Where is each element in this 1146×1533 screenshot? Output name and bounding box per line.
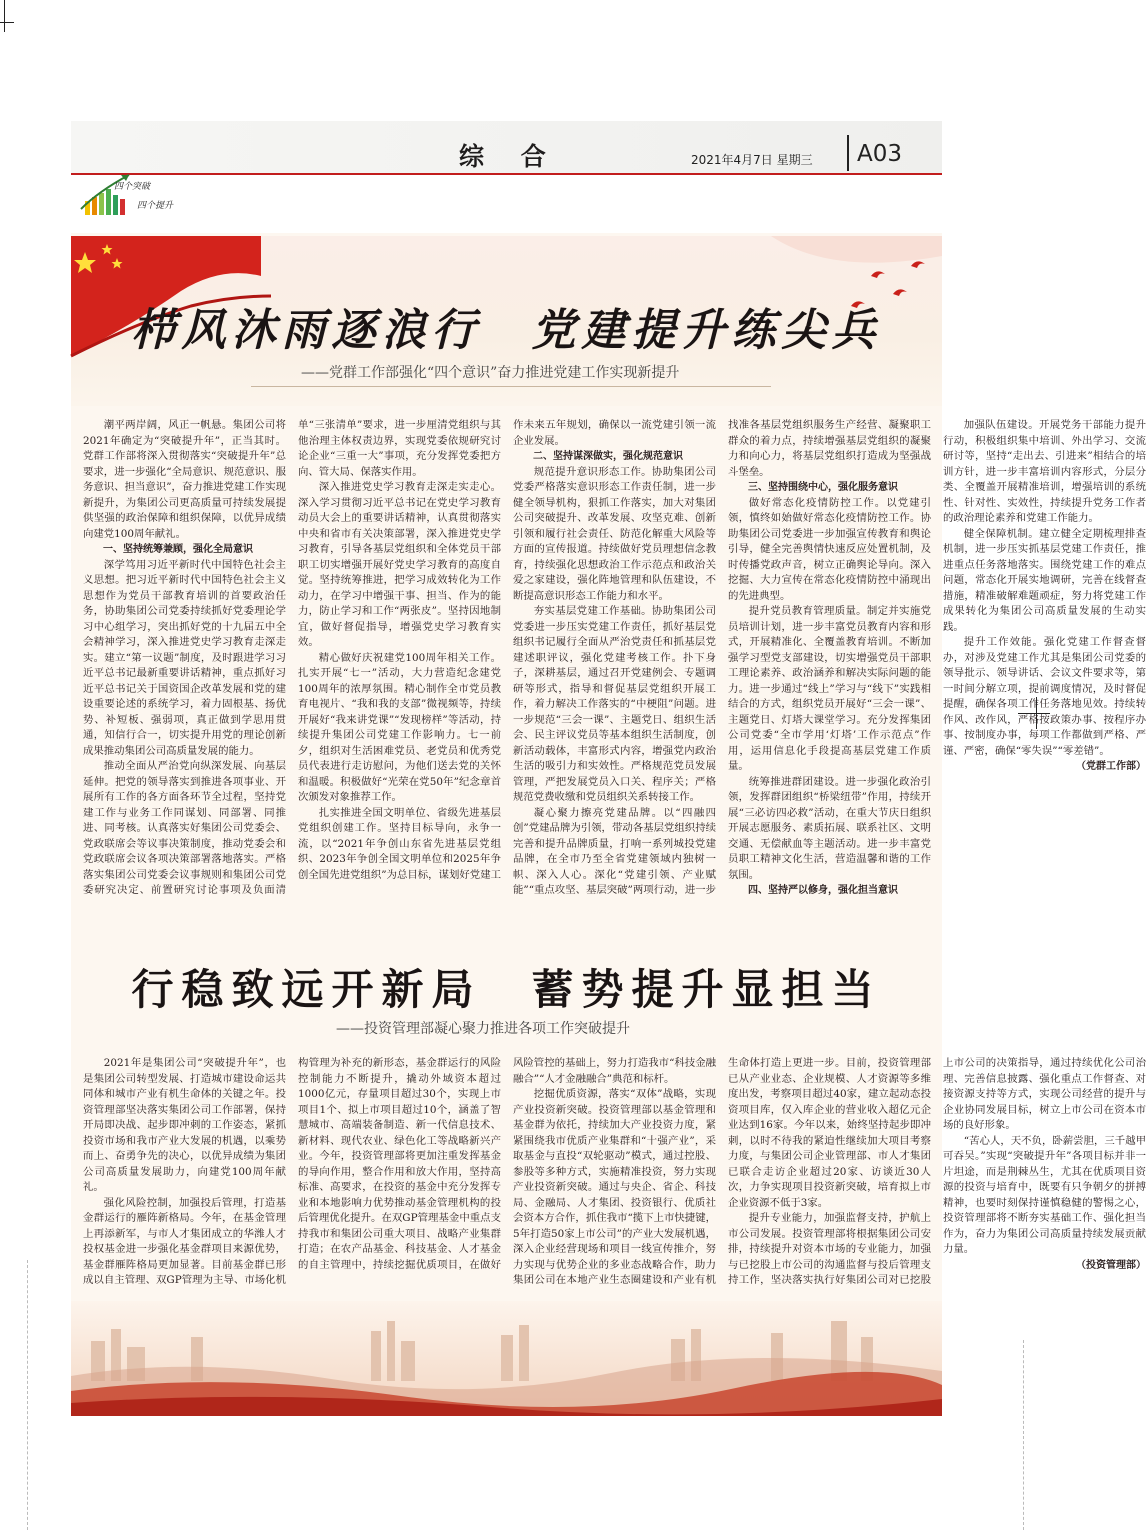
section-title: 综 合 <box>459 142 560 171</box>
slogan-line-2: 四个提升 <box>137 201 174 211</box>
byline: （投资管理部） <box>1076 1259 1146 1271</box>
paragraph: 规范提升意识形态工作。协助集团公司党委严格落实意识形态工作责任制，进一步健全领导机构，狠抓工作落实，加大对集团公司突破提升、改革发展、攻坚克难、创新引领和履行社会责任、防范化解重大风险等方面的宣传报道。持续做好党员理想信念教育，持续强化思想政治工作示范点和政治关爱之家建设，强化阵地管理和队伍建设，不断提高意识形态工作能力和水平。 <box>513 465 716 602</box>
cut-guide-left <box>27 1260 28 1530</box>
city-skyline-illustration <box>71 1301 942 1416</box>
header-rule <box>71 173 942 175</box>
article1-banner <box>71 236 942 406</box>
slogan-line-1: 四个突破 <box>114 182 151 192</box>
issue-date: 2021年4月7日 星期三 <box>691 153 813 167</box>
article1-body <box>83 418 1146 905</box>
paragraph: 推动全面从严治党向纵深发展、向基层延伸。把党的领导落实到推进各项事业、开展所有工作的各方面各环节全过程，坚持党建工作与业务工作同谋划、同部署、同推进、同考核。认真落实好集团公司党委会、党政联席会等议事决策制度，推动党委会和党政联席会议各项决策部署落地落实。严格落实集团公司党委会议事规则和集团公司党委研究决定、前置研究讨论事项及负面清单“三张清单”要求，进一步厘清党组织与其他治理主体权责边界，实现党委依规研究讨论企业“三重一大”事项，充分发挥党委把方向、管大局、保落实作用。 <box>83 419 501 896</box>
paragraph: 强化风险控制，加强投后管理，打造基金群运行的雁阵新格局。今年，在基金管理上再添新军，与市人才集团成立的华潍人才投权基金进一步强化基金群项目来源优势，基金群雁阵格局更加显著。目前基金群已形成以自主管理、双GP管理为主导、市场化机构管理为补充的新形态，基金群运行的风险控制能力不断提升，撬动外域资本超过1000亿元，存量项目超过30个，实现上市项目1个、拟上市项目超过10个，涵盖了智慧城市、高端装备制造、新一代信息技术、新材料、现代农业、绿色化工等战略新兴产业。今年，投资管理部将更加注重发挥基金的导向作用，整合作用和放大作用，坚持高标准、高要求，在投资的基金中充分发挥专业和本地影响力优势推动基金管理机构的投后管理优化提升。在双GP管理基金中重点支持我市和集团公司重大项目、战略产业集群打造；在农产品基金、科技基金、人才基金的自主管理中，持续挖掘优质项目，在做好风险管控的基础上，努力打造我市“科技金融融合”“人才金融融合”典范和标杆。 <box>83 1057 716 1286</box>
paragraph: 提升工作效能。强化党建工作督查督办，对涉及党建工作尤其是集团公司党委的领导批示、领导讲话、会议文件要求等，第一时间分解立项，提前调度情况，及时督促提醒，确保各项工作任务落地见效。持续转作风、改作风，严格按政策办事、按程序办事、按制度办事，每项工作都做到严格、严谨、严密，确保“零失误”“零差错”。 <box>943 636 1146 757</box>
paragraph: 精心做好庆祝建党100周年相关工作。扎实开展“七一”活动，大力营造纪念建党100周年的浓厚氛围。精心制作全市党员教育电视片、“我和我的支部”微视频等，持续开展好“我来讲党课”“发现榜样”等活动，持续提升集团公司党建工作影响力。七一前夕，组织对生活困难党员、老党员和优秀党员代表进行走访慰问，为他们送去党的关怀和温暖。积极做好“光荣在党50年”纪念章首次颁发对象推荐工作。 <box>298 651 501 803</box>
section-heading: 三、坚持围绕中心，强化服务意识 <box>748 482 898 493</box>
article2-body <box>83 1056 1146 1294</box>
paragraph: 提升专业能力，加强监督支持，护航上市公司发展。投资管理部将根据集团公司安排，持续提升对资本市场的专业能力，加强与已挖股上市公司的沟通监督与投后管理支持工作，坚决落实执行好集团公司对已挖股上市公司的决策指导，通过持续优化公司治理、完善信息披露、强化重点工作督查、对接资源支持等方式，实现公司经营的提升与企业协同发展目标，树立上市公司在资本市场的良好形象。 <box>728 1057 1146 1286</box>
subtitle-rule <box>251 386 771 387</box>
paragraph: 提升党员教育管理质量。制定并实施党员培训计划，进一步丰富党员教育内容和形式，开展精准化、全覆盖教育培训。不断加强学习型党支部建设，切实增强党员干部职工理论素养、政治涵养和解决实际问题的能力。进一步通过“线上”学习与“线下”实践相结合的方式，组织党员开展好“三会一课”、主题党日、灯塔大课堂学习。充分发挥集团公司党委“全市学用‘灯塔’工作示范点”作用，运用信息化手段提高基层党建工作质量。 <box>728 605 931 772</box>
section-heading: 四、坚持严以修身，强化担当意识 <box>748 885 898 896</box>
paragraph: 潮平两岸阔，风正一帆悬。集团公司将2021年确定为“突破提升年”，正当其时。党群工作部将深入贯彻落实“突破提升年”总要求，进一步强化“全局意识、规范意识、服务意识、担当意识”，奋力推进党建工作实现新提升，为集团公司更高质量可持续发展提供坚强的政治保障和组织保障，以优异成绩向建党100周年献礼。 <box>83 419 286 540</box>
paragraph: 挖掘优质资源，落实“双体”战略，实现产业投资新突破。投资管理部以基金管理和基金群为依托，持续加大产业投资力度，紧紧围绕我市优质产业集群和“十强产业”，采取基金与直投“双轮驱动”模式，通过控股、参股等多种方式，实施精准投资，努力实现产业投资新突破。通过与央企、省企、科技局、金融局、人才集团、投资银行、优质社会资本方合作，抓住我市“揽下上市快捷键，5年打造50家上市公司”的产业大发展机遇，深入企业经营现场和项目一线宣传推介，努力实现与优势企业的多业态战略合作，助力集团公司在本地产业生态圈建设和产业有机生命体打造上更进一步。目前，投资管理部已从产业业态、企业规模、人才资源等多维度出发，考察项目超过40家，建立起动态投资项目库，仅入库企业的营业收入超亿元企业达到16家。今年以来，始终坚持起步即冲刺，以时不待我的紧迫性继续加大项目考察力度，与集团公司企业管理部、市人才集团已联合走访企业超过20家、访谈近30人次，力争实现项目投资新突破，培育拟上市企业资源不低于3家。 <box>513 1057 931 1286</box>
paragraph: 夯实基层党建工作基础。协助集团公司党委进一步压实党建工作责任，抓好基层党组织书记履行全面从严治党责任和抓基层党建述职评议，强化党建考核工作。扑下身子，深耕基层，通过召开党建例会、专题调研等形式，指导和督促基层党组织开展工作，着力解决工作落实的“中梗阻”问题。进一步规范“三会一课”、主题党日、组织生活会、民主评议党员等基本组织生活制度，创新活动载体，丰富形式内容，增强党内政治生活的吸引力和实效性。严格规范党员发展管理，严把发展党员入口关、程序关；严格规范党费收缴和党员组织关系转接工作。 <box>513 605 716 803</box>
section-heading: 二、坚持谋深做实，强化规范意识 <box>533 451 683 462</box>
header-separator <box>847 135 849 171</box>
article1-subtitle: ——党群工作部强化“四个意识”奋力推进党建工作实现新提升 <box>301 365 680 381</box>
crop-mark-top-left-v <box>4 0 5 32</box>
paragraph: 凝心聚力擦亮党建品牌。以“四融四创”党建品牌为引领，带动各基层党组织持续完善和提升品牌质量，打响一系列城投党建品牌，在全市乃至全省党建领域内独树一帜、深入人心。深化“党建引领、产业赋能”“重点攻坚、基层突破”两项行动，进一步找准各基层党组织服务生产经营、凝聚职工群众的着力点，持续增强基层党组织的凝聚力和向心力，将基层党组织打造成为坚强战斗堡垒。 <box>513 419 931 896</box>
article1-title: 栉风沐雨逐浪行 党建提升练尖兵 <box>131 305 882 356</box>
article2-subtitle: ——投资管理部凝心聚力推进各项工作突破提升 <box>336 1021 630 1037</box>
paragraph: 深学笃用习近平新时代中国特色社会主义思想。把习近平新时代中国特色社会主义思想作为党员干部教育培训的首要政治任务，协助集团公司党委持续抓好党委理论学习中心组学习，突出抓好党的十九届五中全会精神学习，深入推进党史学习教育走深走实。建立“第一议题”制度，及时跟进学习习近平总书记最新重要讲话精神，重点抓好习近平总书记关于国资国企改革发展和党的建设重要论述的系统学习，着力固根基、扬优势、补短板、强弱项，真正做到学思用贯通，知信行合一，切实提升用党的理论创新成果推动集团公司高质量发展的能力。 <box>83 558 286 757</box>
article2-title: 行稳致远开新局 蓄势提升显担当 <box>131 965 882 1014</box>
section-heading: 一、坚持统筹兼顾，强化全局意识 <box>103 544 253 555</box>
newspaper-page <box>71 121 1146 1416</box>
paragraph: 深入推进党史学习教育走深走实走心。深入学习贯彻习近平总书记在党史学习教育动员大会上的重要讲话精神，认真贯彻落实中央和省市有关决策部署，深入推进党史学习教育，引导各基层党组织和全体党员干部职工切实增强开展好党史学习教育的高度自觉。坚持统筹推进，把学习成效转化为工作动力，在学习中增强干事、担当、作为的能力，防止学习和工作“两张皮”。坚持因地制宜，做好督促指导，增强党史学习教育实效。 <box>298 481 501 648</box>
byline: （党群工作部） <box>1076 761 1146 772</box>
paragraph: 健全保障机制。建立健全定期梳理排查机制，进一步压实抓基层党建工作责任，推进重点任务落地落实。围绕党建工作的难点问题，常态化开展实地调研，完善在线督查措施，精准破解难题顽症，努力将党建工作成果转化为集团公司高质量发展的生动实践。 <box>943 527 1146 633</box>
paragraph: 统筹推进群团建设。进一步强化政治引领，发挥群团组织“桥梁纽带”作用，持续开展“三必访四必救”活动，在重大节庆日组织开展志愿服务、素质拓展、联系社区、文明交通、无偿献血等主题活动。进一步丰富党员职工精神文化生活，营造温馨和谐的工作氛围。 <box>728 775 931 881</box>
paragraph: 2021年是集团公司“突破提升年”，也是集团公司转型发展、打造城市建设命运共同体和城市产业有机生命体的关键之年。投资管理部坚决落实集团公司工作部署，保持开局即决战、起步即冲刺的工作姿态，紧抓投资市场和我市产业大发展的机遇，以乘势而上、奋勇争先的决心，以优异成绩为集团公司高质量发展助力，向建党100周年献礼。 <box>83 1057 286 1193</box>
page-number: A03 <box>857 141 903 167</box>
paragraph: 扎实推进全国文明单位、省级先进基层党组织创建工作。坚持目标导向，永争一流，以“2021年争创山东省先进基层党组织、2023年争创全国文明单位和2025年争创全国先进党组织”为总目标，谋划好党建工作未来五年规划，确保以一流党建引领一流企业发展。 <box>298 419 716 881</box>
page-header <box>71 121 942 233</box>
paragraph: 加强队伍建设。开展党务干部能力提升行动，积极组织集中培训、外出学习、交流研讨等，坚持“走出去、引进来”相结合的培训方针，进一步丰富培训内容形式，分层分类、全覆盖开展精准培训，增强培训的系统性、针对性、实效性，持续提升党务工作者的政治理论素养和党建工作能力。 <box>943 419 1146 524</box>
cut-guide-right <box>1023 1340 1024 1530</box>
crop-mark-top-left-h <box>0 22 14 23</box>
paragraph: 做好常态化疫情防控工作。以党建引领，慎终如始做好常态化疫情防控工作。协助集团公司党委进一步加强宣传教育和舆论引导，健全完善舆情快速反应处置机制，及时传播党政声音，树立正确舆论导向。深入挖掘、大力宣传在常态化疫情防控中涌现出的先进典型。 <box>728 496 931 602</box>
paragraph: “苦心人，天不负，卧薪尝胆，三千越甲可吞吴。”实现“突破提升年”各项目标并非一片坦途，而是荆棘丛生，尤其在优质项目资源的投资与培育中，既要有只争朝夕的拼搏精神，也要时刻保持谨慎稳健的警惕之心，投资管理部将不断夯实基础工作、强化担当作为，奋力为集团公司高质量持续发展贡献力量。 <box>943 1134 1146 1255</box>
